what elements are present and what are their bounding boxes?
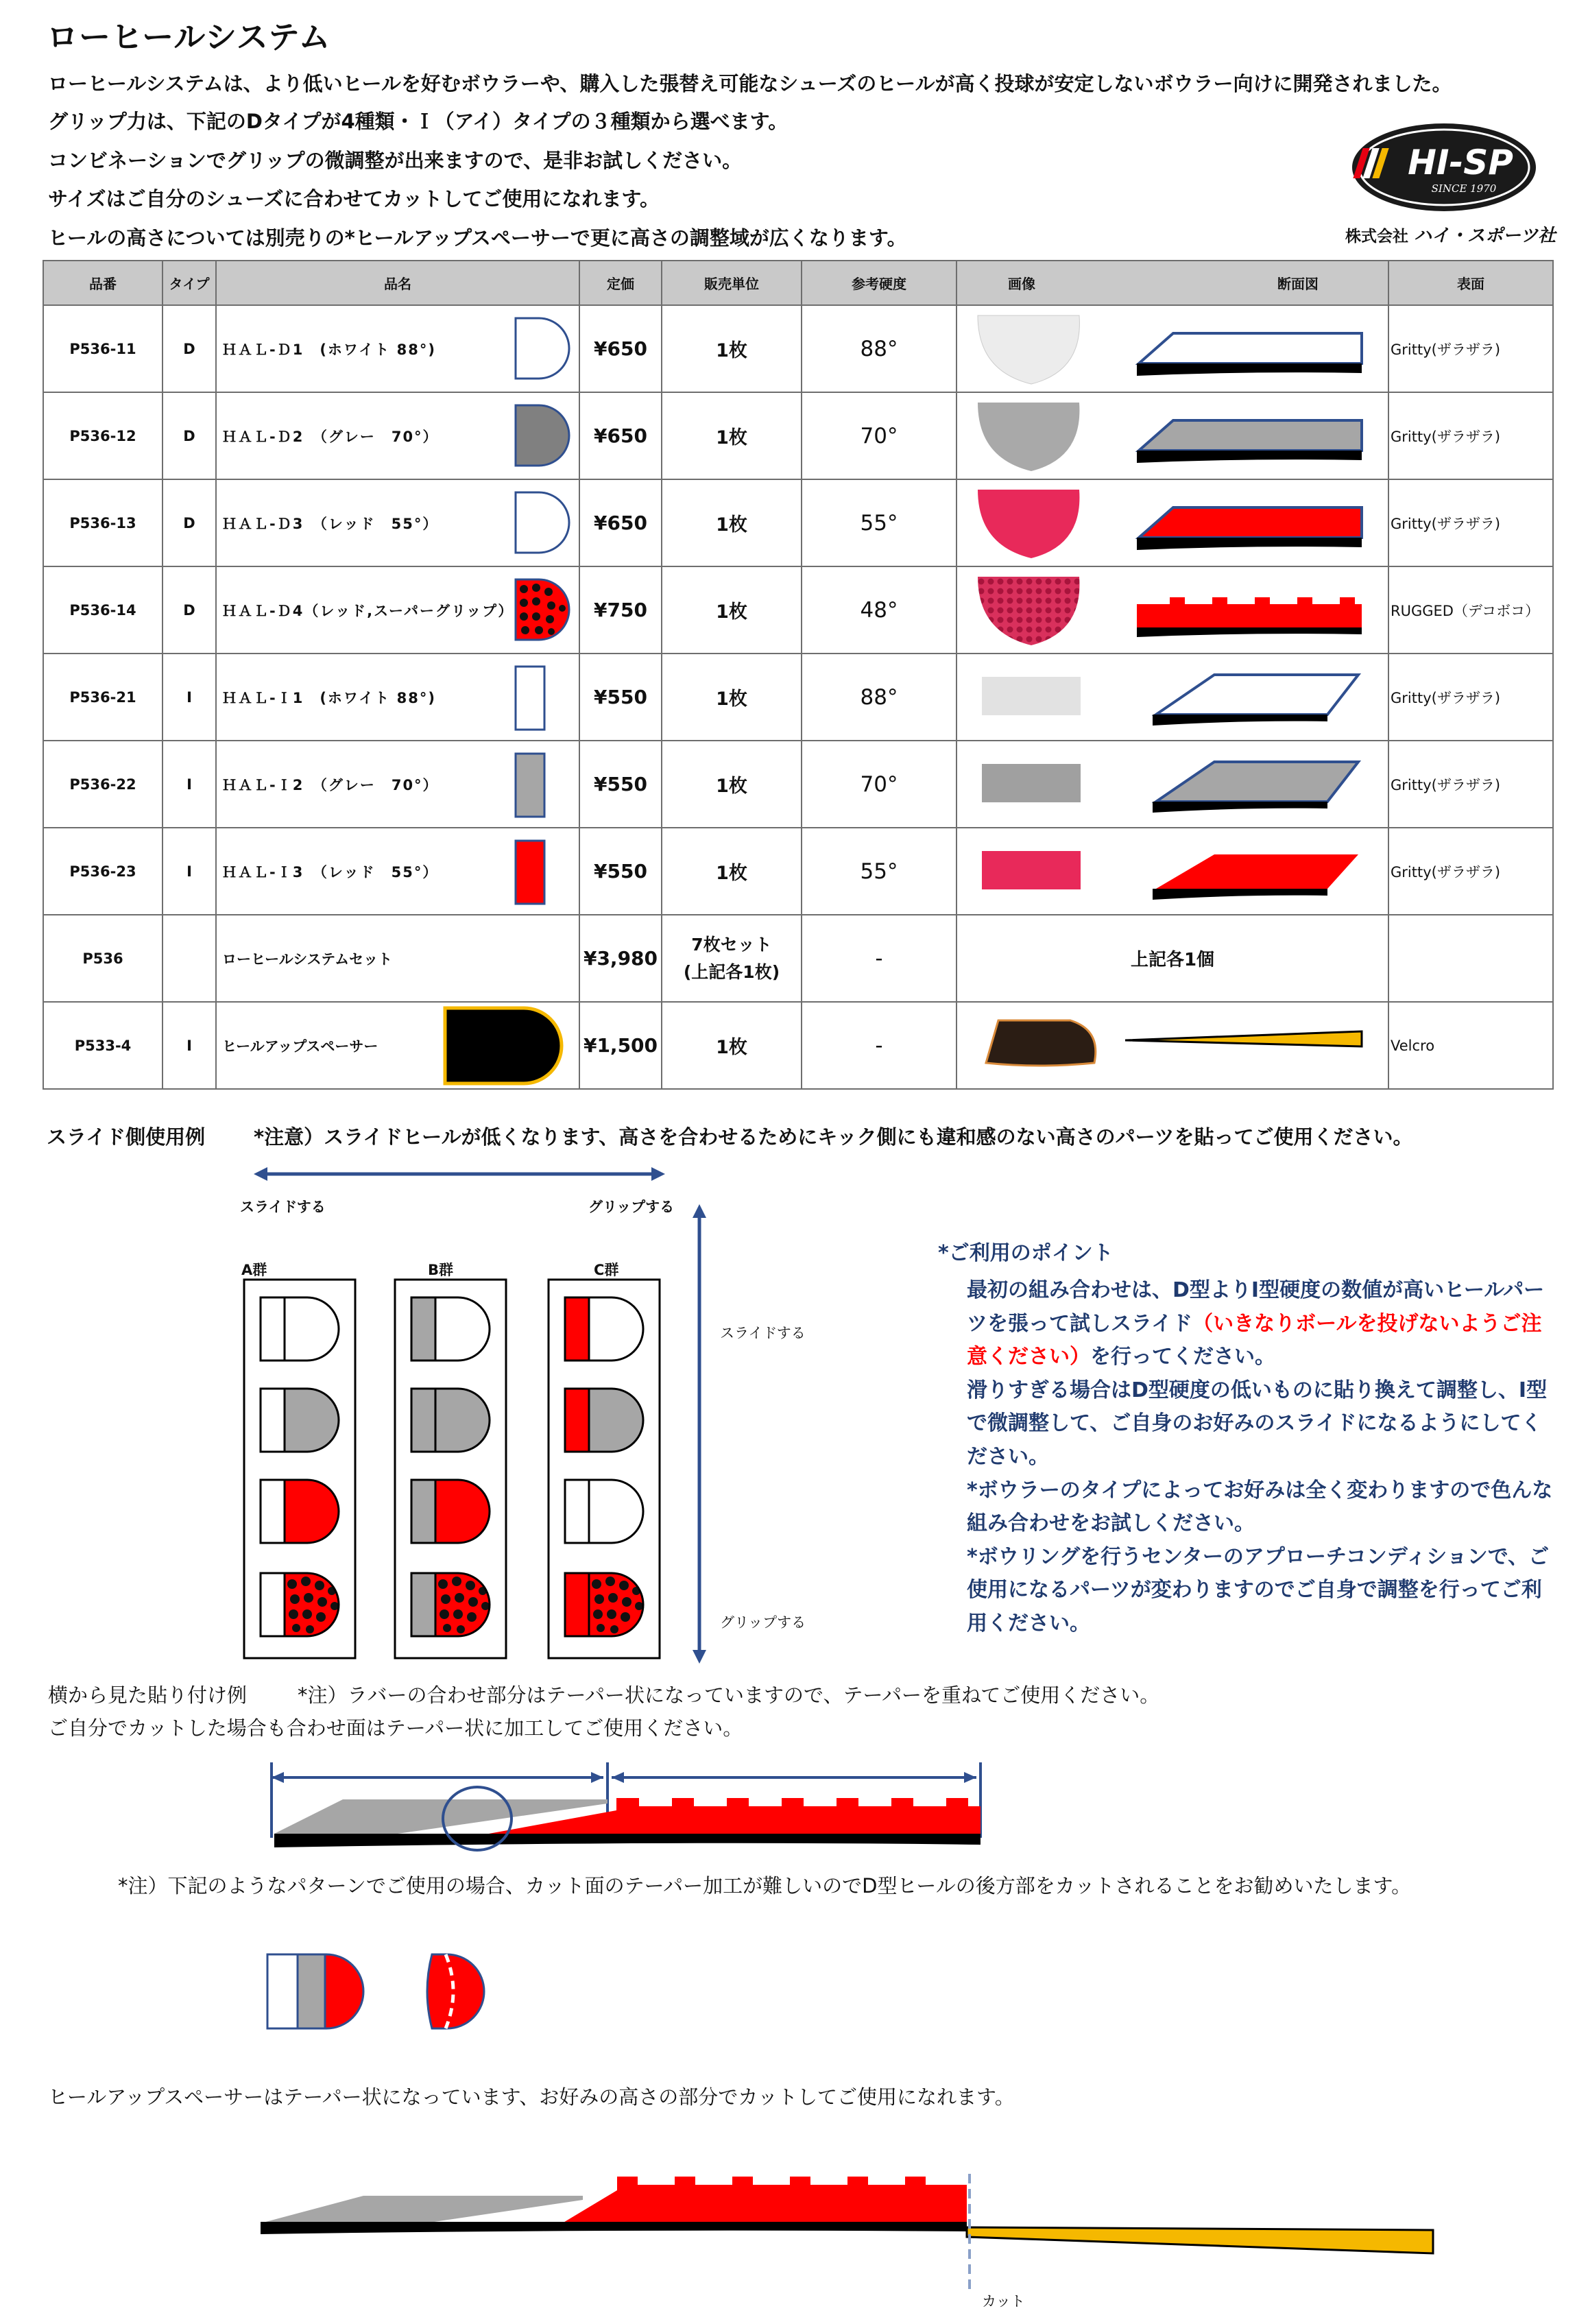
horizontal-arrow <box>254 1160 665 1188</box>
unit-line-1: 7枚セット <box>691 934 772 955</box>
d-shape-white-icon <box>503 306 579 392</box>
cell-type: I <box>163 828 216 915</box>
tip-1 <box>967 1274 1556 1374</box>
cell-unit: 1枚 <box>662 305 802 392</box>
cell-unit <box>662 915 802 1002</box>
vertical-arrow <box>686 1204 713 1664</box>
heel-photo-white <box>978 315 1079 384</box>
cell-price: ¥650 <box>579 305 662 392</box>
c-red-white <box>558 1291 658 1373</box>
cell-price: ¥650 <box>579 479 662 566</box>
product-name: ＨＡＬ-Ｄ2 （グレー 70°） <box>222 428 439 445</box>
b-gray-gray <box>405 1380 504 1462</box>
spacer-side-diagram <box>254 2133 1447 2290</box>
intro-line-2: グリップ力は、下記のDタイプが4種類・Ｉ（アイ）タイプの３種類から選べます。 <box>48 110 789 133</box>
cell-name <box>216 828 579 915</box>
heel-photo-dotted <box>978 577 1079 645</box>
cell-unit: 1枚 <box>662 741 802 828</box>
cell-image <box>957 741 1388 828</box>
photo-and-section <box>957 567 1389 653</box>
b-gray-white <box>405 1291 504 1373</box>
photo-and-section <box>957 654 1389 740</box>
tips-title: *ご利用のポイント <box>938 1241 1114 1265</box>
section-i-gray <box>1156 762 1358 802</box>
header-type: タイプ <box>163 261 216 305</box>
intro-line-1: ローヒールシステムは、より低いヒールを好むボウラーや、購入した張替え可能なシューズのヒールが高く投球が安定しないボウラー向けに開発されました。 <box>48 72 1452 95</box>
section-gray <box>1139 420 1362 451</box>
cell-image <box>957 654 1388 741</box>
section-spacer <box>1125 1031 1362 1046</box>
slide-heading: スライド側使用例 <box>47 1125 206 1149</box>
side-view-diagram <box>261 1756 987 1865</box>
c-white-white <box>558 1473 658 1555</box>
product-name: ＨＡＬ-Ｉ3 （レッド 55°） <box>222 863 439 881</box>
cell-surface: Gritty(ザラザラ) <box>1388 479 1553 566</box>
strip-photo-white <box>982 677 1081 715</box>
cell-code: P536-21 <box>43 654 163 741</box>
vertical-slide-label: スライドする <box>720 1325 806 1341</box>
cell-surface: RUGGED（デコボコ） <box>1388 566 1553 654</box>
cell-code: P536-12 <box>43 392 163 479</box>
tip-2: 滑りすぎる場合はD型硬度の低いものに貼り換えて調整し、I型で微調整して、ご自身のお好みのスライドになるようにしてください。 <box>967 1378 1548 1469</box>
side-heading: 横から見た貼り付け例 <box>48 1684 248 1707</box>
cell-code: P533-4 <box>43 1002 163 1089</box>
cell-hardness: 70° <box>802 741 957 828</box>
cell-name <box>216 741 579 828</box>
cell-surface: Gritty(ザラザラ) <box>1388 828 1553 915</box>
header-surface: 表面 <box>1388 261 1553 305</box>
cell-unit: 1枚 <box>662 392 802 479</box>
cell-surface: Gritty(ザラザラ) <box>1388 305 1553 392</box>
hisp-logo <box>1351 122 1537 213</box>
cell-surface: Gritty(ザラザラ) <box>1388 392 1553 479</box>
side-note: *注）ラバーの合わせ部分はテーパー状になっていますので、テーパーを重ねてご使用ください。 <box>298 1684 1160 1707</box>
cell-type: D <box>163 305 216 392</box>
group-c <box>549 1280 660 1658</box>
a-white-red <box>254 1473 353 1555</box>
logo-since: SINCE 1970 <box>1431 182 1497 195</box>
cell-type: D <box>163 566 216 654</box>
slide-label: スライドする <box>240 1199 326 1215</box>
cell-unit: 1枚 <box>662 566 802 654</box>
cell-type: D <box>163 392 216 479</box>
tip-3: *ボウラーのタイプによってお好みは全く変わりますので色んな組み合わせをお試しください。 <box>967 1478 1553 1536</box>
cell-unit: 1枚 <box>662 828 802 915</box>
spacer-shape-icon <box>428 1003 579 1088</box>
cell-unit: 1枚 <box>662 479 802 566</box>
cell-type <box>163 915 216 1002</box>
heel-photo-red <box>978 490 1079 558</box>
cell-surface: Velcro <box>1388 1002 1553 1089</box>
table-row <box>43 828 1553 915</box>
cell-image <box>957 479 1388 566</box>
cell-code: P536-11 <box>43 305 163 392</box>
product-name: ローヒールシステムセット <box>222 950 393 968</box>
c-red-gray <box>558 1380 658 1462</box>
product-name: ヒールアップスペーサー <box>222 1038 378 1055</box>
cut-note: *注）下記のようなパターンでご使用の場合、カット面のテーパー加工が難しいのでD型ヒールの後方部をカットされることをお勧めいたします。 <box>118 1874 1412 1897</box>
cell-price: ¥1,500 <box>579 1002 662 1089</box>
cell-image-text: 上記各1個 <box>957 915 1388 1002</box>
tips-body <box>967 1274 1556 1641</box>
photo-and-section <box>957 306 1389 392</box>
unit-line-2: (上記各1枚) <box>683 961 780 982</box>
section-rugged <box>1137 597 1362 627</box>
i-shape-white-icon <box>503 654 579 740</box>
group-a-label: A群 <box>241 1262 267 1278</box>
cell-image <box>957 392 1388 479</box>
cell-hardness: - <box>802 915 957 1002</box>
logo-brand: HI-SP <box>1408 143 1513 182</box>
header-name: 品名 <box>216 261 579 305</box>
cell-surface: Gritty(ザラザラ) <box>1388 741 1553 828</box>
table-row <box>43 479 1553 566</box>
cell-price: ¥650 <box>579 392 662 479</box>
table-row <box>43 305 1553 392</box>
product-name: ＨＡＬ-Ｄ3 （レッド 55°） <box>222 515 439 532</box>
header-image <box>957 261 1388 305</box>
cell-name <box>216 566 579 654</box>
table-row <box>43 566 1553 654</box>
b-gray-red <box>405 1473 504 1555</box>
slide-note: *注意）スライドヒールが低くなります、高さを合わせるためにキック側にも違和感のない高さのパーツを貼ってご使用ください。 <box>254 1125 1413 1149</box>
spacer-note: ヒールアップスペーサーはテーパー状になっています、お好みの高さの部分でカットしてご使用になれます。 <box>48 2085 1015 2109</box>
product-table <box>43 260 1554 1090</box>
page-title: ローヒールシステム <box>47 19 331 56</box>
b-gray-dotted <box>405 1565 504 1647</box>
cell-name <box>216 915 579 1002</box>
product-name: ＨＡＬ-Ｉ1 (ホワイト 88°) <box>222 689 436 706</box>
i-shape-gray-icon <box>503 741 579 827</box>
cell-name <box>216 305 579 392</box>
photo-and-section <box>957 480 1389 566</box>
cell-name <box>216 392 579 479</box>
heel-photo-gray <box>978 403 1079 471</box>
a-white-gray <box>254 1380 353 1462</box>
cell-name <box>216 1002 579 1089</box>
side-note-2: ご自分でカットした場合も合わせ面はテーパー状に加工してご使用ください。 <box>48 1716 743 1740</box>
section-i-white <box>1156 675 1358 715</box>
spacer-gray-part <box>261 2196 583 2223</box>
strip-photo-red <box>982 851 1081 889</box>
cell-price: ¥550 <box>579 741 662 828</box>
tip-1-warning: （いきなりボールを投げないようご注意ください） <box>967 1311 1542 1369</box>
cell-image <box>957 305 1388 392</box>
cell-unit: 1枚 <box>662 1002 802 1089</box>
cell-hardness: - <box>802 1002 957 1089</box>
vertical-grip-label: グリップする <box>720 1614 806 1631</box>
group-a <box>244 1280 355 1658</box>
cell-hardness: 48° <box>802 566 957 654</box>
product-name: ＨＡＬ-Ｄ4（レッド,スーパーグリップ） <box>222 602 514 619</box>
company-name <box>1345 221 1556 247</box>
intro-line-5: ヒールの高さについては別売りの*ヒールアップスペーサーで更に高さの調整域が広くなります。 <box>48 226 907 250</box>
cell-code: P536-13 <box>43 479 163 566</box>
cell-name <box>216 479 579 566</box>
spacer-red-part <box>555 2177 967 2227</box>
cell-price: ¥3,980 <box>579 915 662 1002</box>
group-b-label: B群 <box>428 1262 454 1278</box>
c-red-dotted <box>558 1565 658 1647</box>
cell-type: I <box>163 741 216 828</box>
header-unit: 販売単位 <box>662 261 802 305</box>
intro-line-4: サイズはご自分のシューズに合わせてカットしてご使用になれます。 <box>48 187 660 211</box>
cell-unit: 1枚 <box>662 654 802 741</box>
cell-hardness: 88° <box>802 305 957 392</box>
company-prefix: 株式会社 <box>1345 228 1408 245</box>
product-name: ＨＡＬ-Ｄ1 (ホワイト 88°) <box>222 341 436 358</box>
section-red <box>1139 507 1362 538</box>
photo-and-section <box>957 828 1389 914</box>
group-b <box>395 1280 506 1658</box>
cell-type: D <box>163 479 216 566</box>
table-header-row <box>43 261 1553 305</box>
cell-hardness: 55° <box>802 828 957 915</box>
cell-price: ¥550 <box>579 654 662 741</box>
tip-1a: 最初の組み合わせは、D型よりI型硬度の数値が高いヒールパーツを張って試しスライド <box>967 1278 1545 1336</box>
cell-hardness: 55° <box>802 479 957 566</box>
group-c-label: C群 <box>594 1262 619 1278</box>
section-white <box>1139 333 1362 363</box>
tip-1b: を行ってください。 <box>1090 1345 1275 1369</box>
cell-type: I <box>163 654 216 741</box>
section-i-red <box>1156 854 1358 889</box>
header-hardness: 参考硬度 <box>802 261 957 305</box>
grip-label: グリップする <box>588 1199 675 1215</box>
d-shape-red-icon <box>503 480 579 566</box>
header-section-label: 断面図 <box>1277 276 1319 292</box>
cell-image <box>957 1002 1388 1089</box>
photo-and-section <box>957 393 1389 479</box>
i-shape-red-icon <box>503 828 579 914</box>
photo-and-section <box>957 1003 1389 1088</box>
cell-price: ¥550 <box>579 828 662 915</box>
tip-4: *ボウリングを行うセンターのアプローチコンディションで、ご使用になるパーツが変わりますのでご自身で調整を行ってご利用ください。 <box>967 1544 1550 1636</box>
product-name: ＨＡＬ-Ｉ2 （グレー 70°） <box>222 776 439 793</box>
table-row <box>43 915 1553 1002</box>
table-row <box>43 392 1553 479</box>
table-row <box>43 654 1553 741</box>
cell-image <box>957 566 1388 654</box>
cell-code: P536-14 <box>43 566 163 654</box>
strip-photo-gray <box>982 764 1081 802</box>
intro-line-3: コンビネーションでグリップの微調整が出来ますので、是非お試しください。 <box>48 149 743 172</box>
cell-type: I <box>163 1002 216 1089</box>
spacer-photo <box>986 1020 1096 1066</box>
table-row <box>43 1002 1553 1089</box>
cell-price: ¥750 <box>579 566 662 654</box>
cell-code: P536 <box>43 915 163 1002</box>
a-white-dotted <box>254 1565 353 1647</box>
d-shape-red-dotted-icon <box>503 567 579 653</box>
cell-hardness: 70° <box>802 392 957 479</box>
cell-surface: Gritty(ザラザラ) <box>1388 654 1553 741</box>
cell-image <box>957 828 1388 915</box>
cell-name <box>216 654 579 741</box>
d-shape-gray-icon <box>503 393 579 479</box>
table-row <box>43 741 1553 828</box>
header-price: 定価 <box>579 261 662 305</box>
cell-surface <box>1388 915 1553 1002</box>
header-code: 品番 <box>43 261 163 305</box>
cell-hardness: 88° <box>802 654 957 741</box>
cut-pattern-diagram <box>261 1948 494 2037</box>
photo-and-section <box>957 741 1389 827</box>
company-brand: ハイ・スポーツ社 <box>1414 226 1556 246</box>
combination-diagram <box>240 1277 706 1661</box>
spacer-yellow-part <box>967 2227 1433 2253</box>
header-image-label: 画像 <box>1008 276 1035 292</box>
cell-code: P536-23 <box>43 828 163 915</box>
cell-code: P536-22 <box>43 741 163 828</box>
cut-label: カット <box>982 2293 1025 2310</box>
a-white-white <box>254 1291 350 1373</box>
